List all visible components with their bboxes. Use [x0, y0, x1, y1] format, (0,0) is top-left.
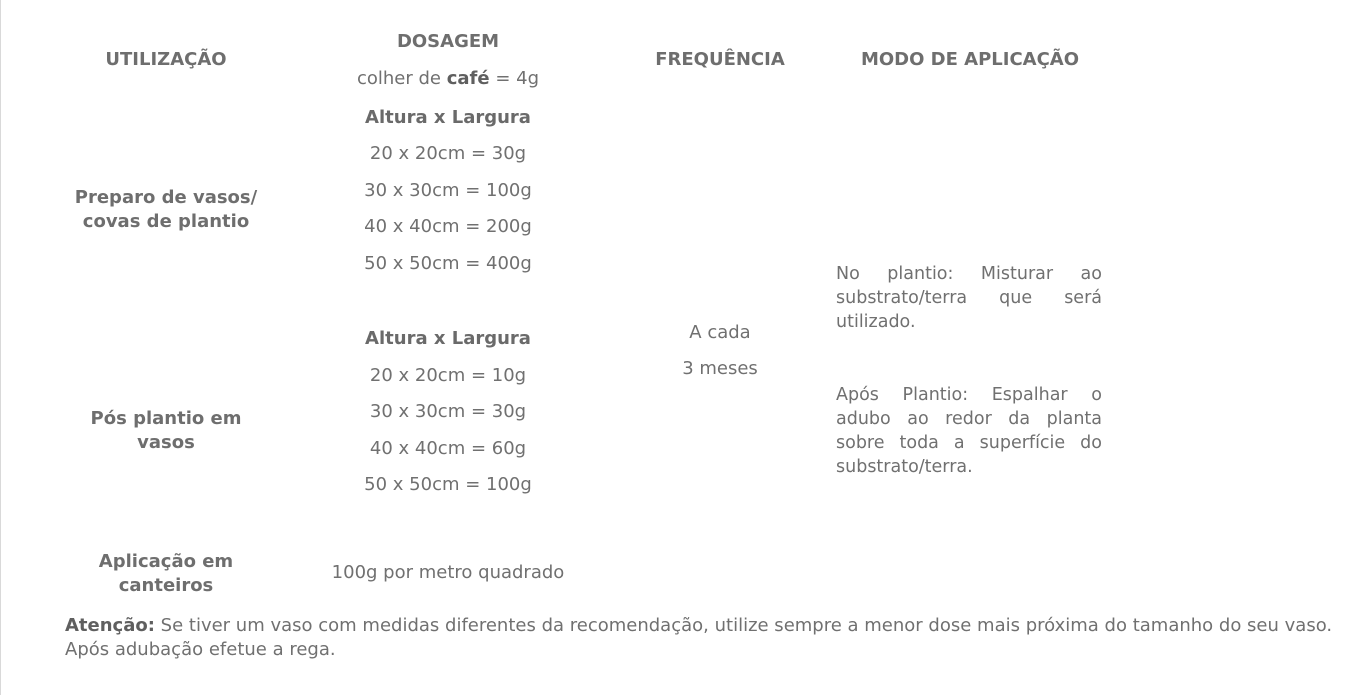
dose-header-pos-plantio: Altura x Largura [365, 328, 531, 349]
modo-no-plantio-line2: substrato/terra que será [836, 288, 1102, 308]
dose-preparo-3: 40 x 40cm = 200g [364, 216, 532, 237]
frequency-line2: 3 meses [682, 358, 758, 379]
row-label-pos-plantio [56, 407, 276, 455]
dose-preparo-4: 50 x 50cm = 400g [364, 253, 532, 274]
row-label-pos-plantio-line1: Pós plantio em [90, 408, 242, 429]
modo-no-plantio [836, 262, 1102, 334]
attention-label: Atenção: [65, 615, 155, 636]
modo-apos-plantio-line2: adubo ao redor da planta [836, 409, 1102, 429]
header-utilizacao: UTILIZAÇÃO [105, 49, 227, 70]
row-label-canteiros-line2: canteiros [118, 575, 214, 596]
dosage-unit-bold: café [446, 68, 490, 89]
modo-apos-plantio-line4: substrato/terra. [836, 457, 973, 477]
dose-canteiros: 100g por metro quadrado [331, 562, 565, 583]
dose-pos-plantio-1: 20 x 20cm = 10g [369, 365, 527, 386]
modo-apos-plantio-line3: sobre toda a superfície do [836, 433, 1102, 453]
row-label-preparo-line2: covas de plantio [82, 211, 250, 232]
row-label-preparo [56, 186, 276, 234]
attention-text: Se tiver um vaso com medidas diferentes da recomendação, utilize sempre a menor dose mais próxima do tamanho do seu vaso. Após adubação efetue a rega. [65, 615, 1333, 660]
modo-no-plantio-line3: utilizado. [836, 312, 916, 332]
row-label-canteiros [56, 550, 276, 598]
modo-apos-plantio [836, 383, 1102, 479]
dosage-unit [318, 68, 578, 89]
header-modo-aplicacao: MODO DE APLICAÇÃO [860, 49, 1080, 70]
header-dosagem: DOSAGEM [396, 31, 500, 52]
modo-apos-plantio-line1: Após Plantio: Espalhar o [836, 385, 1102, 405]
dosage-unit-prefix: colher de [356, 68, 441, 89]
row-label-preparo-line1: Preparo de vasos/ [74, 187, 258, 208]
left-border [0, 0, 1, 695]
frequency-line1: A cada [689, 322, 751, 343]
dose-pos-plantio-4: 50 x 50cm = 100g [364, 474, 532, 495]
dose-pos-plantio-2: 30 x 30cm = 30g [369, 401, 527, 422]
dose-preparo-1: 20 x 20cm = 30g [369, 143, 527, 164]
header-frequencia: FREQUÊNCIA [655, 49, 785, 70]
dose-preparo-2: 30 x 30cm = 100g [364, 180, 532, 201]
row-label-canteiros-line1: Aplicação em [98, 551, 234, 572]
dose-pos-plantio-3: 40 x 40cm = 60g [369, 438, 527, 459]
dose-header-preparo: Altura x Largura [365, 107, 531, 128]
dosage-unit-suffix: = 4g [495, 68, 540, 89]
row-label-pos-plantio-line2: vasos [137, 432, 195, 453]
attention-note [65, 614, 1335, 662]
modo-no-plantio-line1: No plantio: Misturar ao [836, 264, 1102, 284]
